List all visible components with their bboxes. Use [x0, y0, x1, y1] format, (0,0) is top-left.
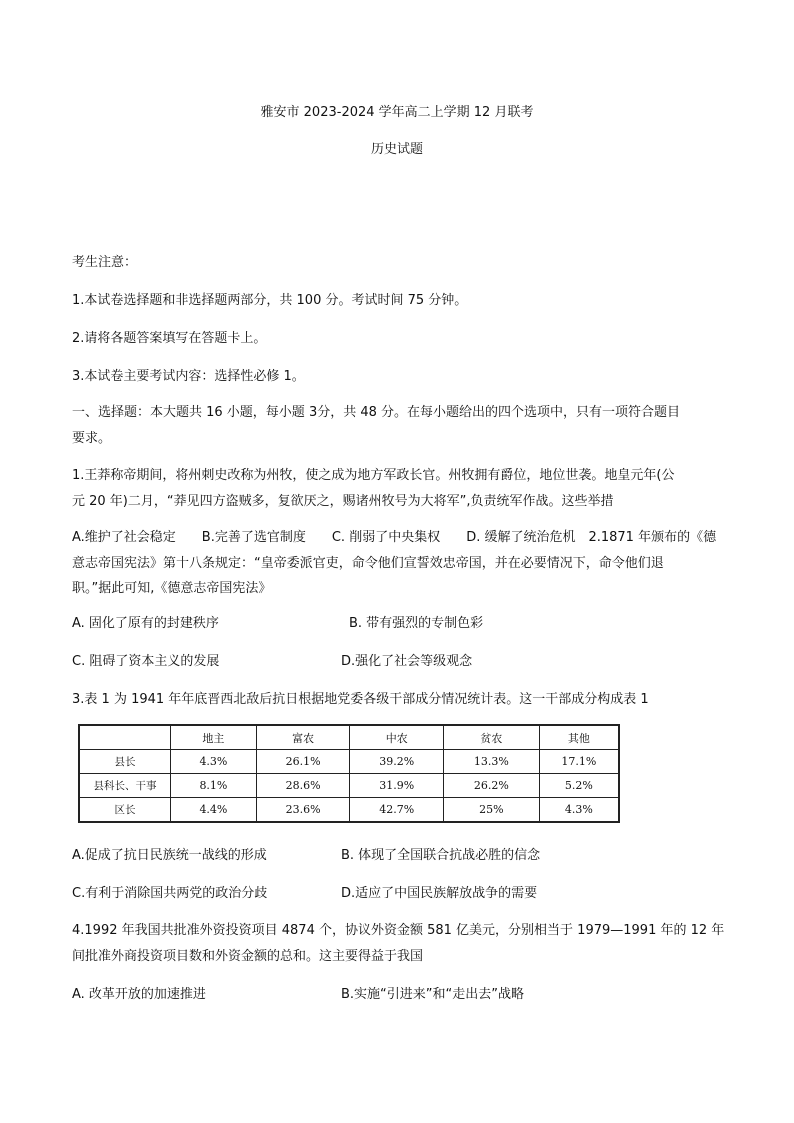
table-header-row — [79, 725, 619, 750]
table-header-cell: 贫农 — [444, 725, 540, 750]
q4-option-b: B.实施“引进来”和“走出去”战略 — [341, 987, 524, 1002]
table-row — [79, 774, 619, 798]
q3-option-b: B. 体现了全国联合抗战必胜的信念 — [341, 848, 541, 863]
table-row-label: 县科长、干事 — [79, 774, 171, 798]
q1-stem-line-1: 1.王莽称帝期间，将州刺史改称为州牧，使之成为地方军政长官。州牧拥有爵位，地位世袭。地皇元年(公 — [72, 468, 675, 483]
table-header-cell: 地主 — [171, 725, 257, 750]
notice-item-3: 3.本试卷主要考试内容：选择性必修 1。 — [72, 369, 305, 384]
table-cell: 23.6% — [256, 798, 350, 823]
q2-stem-line-2: 意志帝国宪法》第十八条规定：“皇帝委派官吏，命令他们宣誓效忠帝国，并在必要情况下，命令他们退 — [72, 556, 664, 571]
table-row — [79, 750, 619, 774]
table-cell: 4.3% — [539, 798, 619, 823]
exam-subject: 历史试题 — [370, 142, 423, 157]
table-row-label: 区长 — [79, 798, 171, 823]
table-cell: 17.1% — [539, 750, 619, 774]
table-cell: 13.3% — [444, 750, 540, 774]
table-cell: 25% — [444, 798, 540, 823]
table-header-cell — [79, 725, 171, 750]
q1-options-q2-stem-line-1: A.维护了社会稳定 B.完善了选官制度 C. 削弱了中央集权 D. 缓解了统治危机 2.1871 年颁布的《德 — [72, 530, 717, 545]
notice-heading: 考生注意： — [72, 255, 138, 270]
q4-stem-line-1: 4.1992 年我国共批准外资投资项目 4874 个，协议外资金额 581 亿美元，分别相当于 1979—1991 年的 12 年 — [72, 923, 725, 938]
table-header-cell: 富农 — [256, 725, 350, 750]
exam-title: 雅安市 2023-2024 学年高二上学期 12 月联考 — [260, 105, 534, 120]
q4-option-a: A. 改革开放的加速推进 — [72, 987, 206, 1002]
q3-option-a: A.促成了抗日民族统一战线的形成 — [72, 848, 267, 863]
q2-option-a: A. 固化了原有的封建秩序 — [72, 616, 219, 631]
table-cell: 39.2% — [350, 750, 444, 774]
table-cell: 4.3% — [171, 750, 257, 774]
q2-option-c: C. 阻碍了资本主义的发展 — [72, 654, 220, 669]
q1-stem-line-2: 元 20 年)二月，“莽见四方盗贼多，复欲厌之，赐诸州牧号为大将军”,负责统军作战。这些举措 — [72, 494, 614, 509]
table-row — [79, 798, 619, 823]
q2-option-b: B. 带有强烈的专制色彩 — [349, 616, 484, 631]
notice-item-2: 2.请将各题答案填写在答题卡上。 — [72, 331, 267, 346]
section-heading-line-1: 一、选择题：本大题共 16 小题，每小题 3分，共 48 分。在每小题给出的四个选项中，只有一项符合题目 — [72, 405, 681, 420]
q3-option-d: D.适应了中国民族解放战争的需要 — [341, 886, 538, 901]
table-cell: 28.6% — [256, 774, 350, 798]
table-cell: 4.4% — [171, 798, 257, 823]
cadre-composition-table — [78, 724, 620, 823]
q2-stem-line-3: 职。”据此可知,《德意志帝国宪法》 — [72, 581, 272, 596]
notice-item-1: 1.本试卷选择题和非选择题两部分，共 100 分。考试时间 75 分钟。 — [72, 293, 468, 308]
table-cell: 26.2% — [444, 774, 540, 798]
table-header-cell: 其他 — [539, 725, 619, 750]
table-cell: 26.1% — [256, 750, 350, 774]
table-cell: 31.9% — [350, 774, 444, 798]
q3-option-c: C.有利于消除国共两党的政治分歧 — [72, 886, 268, 901]
q2-option-d: D.强化了社会等级观念 — [341, 654, 473, 669]
table-cell: 8.1% — [171, 774, 257, 798]
q3-stem: 3.表 1 为 1941 年年底晋西北敌后抗日根据地党委各级干部成分情况统计表。这一干部成分构成表 1 — [72, 692, 649, 707]
table-row-label: 县长 — [79, 750, 171, 774]
q4-stem-line-2: 间批准外商投资项目数和外资金额的总和。这主要得益于我国 — [72, 949, 424, 964]
table-header-cell: 中农 — [350, 725, 444, 750]
table-cell: 42.7% — [350, 798, 444, 823]
section-heading-line-2: 要求。 — [72, 431, 112, 446]
table-cell: 5.2% — [539, 774, 619, 798]
